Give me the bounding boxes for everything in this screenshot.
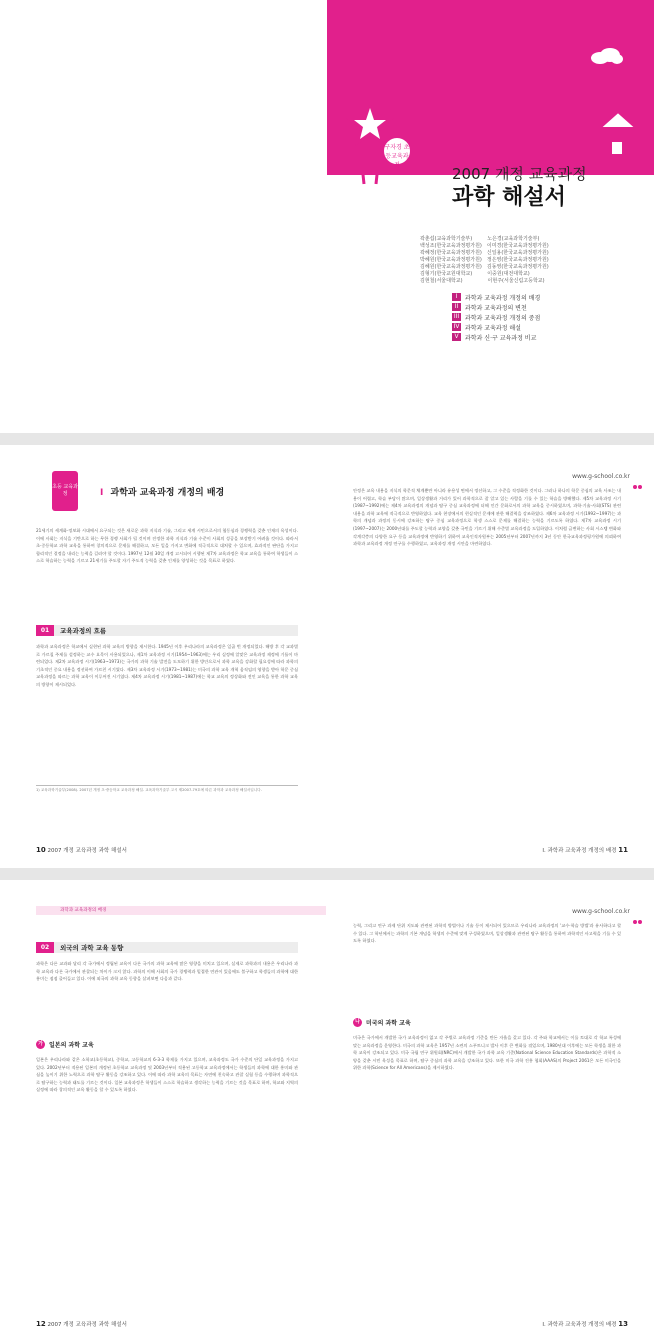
page-label: I. 과학과 교육과정 개정의 배경	[542, 1322, 617, 1328]
section-heading	[36, 625, 298, 636]
section-number: 01	[36, 625, 54, 636]
table-of-contents	[452, 292, 540, 342]
page-footer	[542, 846, 628, 854]
toc-label: 과학과 교육과정 해설	[465, 324, 521, 332]
author-list	[420, 236, 630, 285]
page-footer	[36, 1320, 127, 1328]
toc-label: 과학과 교육과정의 변천	[465, 304, 527, 312]
toc-label: 과학과 신·구 교육과정 비교	[465, 334, 537, 342]
page-number: 11	[618, 846, 628, 854]
cover-page	[0, 0, 654, 433]
toc-item[interactable]	[452, 302, 540, 312]
page-13	[327, 880, 654, 1342]
subsection-heading	[353, 1018, 411, 1027]
running-header-band: 과학과 교육과정의 배경	[36, 906, 326, 915]
page-footer	[542, 1320, 628, 1328]
toc-item[interactable]	[452, 292, 540, 302]
site-url[interactable]: www.g-school.co.kr	[572, 908, 630, 915]
dots-decoration-icon	[632, 474, 646, 479]
page-label: 2007 개정 교육과정 과학 해설서	[47, 1322, 127, 1328]
page-separator	[0, 433, 654, 445]
cover-subtitle: 2007 개정 교육과정	[452, 165, 587, 183]
author-line: 김현철(서울대학교) 이현주(서울신림고등학교)	[420, 278, 545, 284]
section-title: 교육과정의 흐름	[60, 627, 107, 635]
subsection-body: 미국은 국가에서 개발한 국가 교육과정이 없고 각 주별로 교육과정 기준을 만든 자율을 갖고 있다. 각 주와 학교에서는 이를 토대로 각 학교 특성에 맞는 교육과정을 운영한다. 미국의 과학 교육은 1957년 소련의 스푸트니크 발사 이후 큰 변화를 겪었으며, 1980년대 이후에는 모든 학생을 위한 과학 교육이 강조되고 있다. 미국 국립 연구 위원회(NRC)에서 개발한 국가 과학 교육 기준(National Science Education Standards)은 과학적 소양을 갖춘 시민 육성을 목표로 하며, 탐구 중심의 과학 교육을 강조하고 있다. 또한 미국 과학 진흥 협회(AAAS)의 Project 2061은 모든 미국인을 위한 과학(Science for All Americans)을 제시하였다.	[353, 1035, 621, 1071]
cloud-decoration-icon	[590, 46, 624, 66]
house-decoration-icon	[598, 108, 638, 168]
subsection-title: 미국의 과학 교육	[366, 1020, 411, 1027]
page-number: 12	[36, 1320, 46, 1328]
section-number: 02	[36, 942, 54, 953]
author-line: 곽혜정(한국교육과정평가원) 신일용(한국교육과정평가원)	[420, 250, 549, 256]
page-label: 2007 개정 교육과정 과학 해설서	[47, 848, 127, 854]
page-11	[327, 445, 654, 868]
chapter-heading	[100, 485, 224, 498]
author-line: 박혜원(한국교육과정평가원) 정은영(한국교육과정평가원)	[420, 257, 549, 263]
page-12	[0, 880, 327, 1342]
page-body: 능력, 그리고 연구 과제 단위 지도와 관련된 과학적 방법이나 기술 등이 제시되어 있으므로 우리나라 교육과정의 '교수·학습 방법'과 유사하다고 할 수 있다. 그 학년에서는 과학의 기본 개념을 학생의 수준에 맞게 구성하였으며, 일상생활과 관련된 탐구 활동을 통하여 과학적인 사고력을 기를 수 있도록 하였다.	[353, 923, 621, 944]
subsection-title: 일본의 과학 교육	[49, 1042, 94, 1049]
toc-label: 과학과 교육과정 개정의 배경	[465, 294, 541, 302]
section-title: 외국의 과학 교육 동향	[60, 944, 124, 952]
author-line: 김형기(한국교원대학교) 이중원(대전대학교)	[420, 271, 530, 277]
page-separator	[0, 868, 654, 880]
spread-pages-10-11	[0, 445, 654, 868]
toc-number: II	[452, 303, 461, 311]
site-url[interactable]: www.g-school.co.kr	[572, 473, 630, 480]
subsection-body: 일본은 우리나라와 같은 소학교(초등학교), 중학교, 고등학교의 6-3-3 학제를 가지고 있으며, 교육과정도 국가 수준의 단일 교육과정을 가지고 있다. 2002년부터 적용된 일본의 개정된 초등학교 교육과정 및 2003년부터 적용된 고등학교 교육과정에서는 학생들의 과학에 대한 흥미와 관심을 높이기 위한 노력으로 과학 탐구 활동을 강조하고 있다. 이에 따라 과학 교육의 목표는 자연에 친숙하고 관찰 실험 등을 수행하며 과학적으로 탐구하는 능력과 태도를 기르는 것이다. 일본 교육과정은 학생들이 스스로 학습하고 생각하는 능력을 기르는 것을 목표로 하며, 학교와 지역의 실정에 따라 창의적인 교육 활동을 할 수 있도록 하였다.	[36, 1057, 298, 1093]
section-body: 과학은 다른 교과와 달리 각 국가에서 정립된 교육이 다른 국가의 과학 교육에 많은 영향을 미치고 있으며, 실제로 과학과의 내용은 우리나라 과학 교육과 다른 국가에서 관찰되는 차이가 크지 않다. 과학의 이해 사회의 국가 경쟁력과 밀접한 연관이 있음에도 불구하고 학생들의 과학에 대한 흥미는 점점 줄어들고 있다. 이에 외국의 과학 교육 동향을 살펴보면 다음과 같다.	[36, 961, 298, 982]
cover-badge: 구자경 초등교육과정	[382, 136, 412, 166]
page-footer	[36, 846, 127, 854]
spread-pages-12-13	[0, 880, 654, 1342]
footnote: 1) 교육과학기술부(2008). 2007년 개정 초·중등학교 교육과정 해설. 교육과학기술부 고시 제2007-79호에 따른 과학과 교육과정 해설서입니다.	[36, 785, 298, 825]
author-line: 김혜원(한국교육과정평가원) 김동영(한국교육과정평가원)	[420, 264, 549, 270]
subsection-badge: 가	[36, 1040, 45, 1049]
dots-decoration-icon	[632, 909, 646, 914]
author-line: 곽춘섭(교육과학기술부) 노은경(교육과학기술부)	[420, 236, 540, 242]
section-body: 과학과 교육과정은 학교에서 실현된 과학 교육의 방향을 제시한다. 1945년 이후 우리나라의 교육과정은 일곱 번 개정되었다. 해방 후 각 교과별로 가르칠 주제를 설정하는 교수 요목이 사용되었으나, 제1차 교육과정 시기(1954~1963)에는 우리 실정에 알맞은 교육과정 제정에 기틀이 마련되었다. 제2차 교육과정 시기(1963~1973)는 국가의 과학 기술 발전을 도모하기 위한 방안으로서 과학 교육을 강화할 필요성에 따라 과학의 기초적인 중요 내용을 정선하여 가르친 시기였다. 제3차 교육과정 시기(1973~1981)는 미국의 과학 교육 개혁 움직임의 영향을 받아 학문 중심 교육과정을 따르는 과학 교육이 이루어진 시기였다. 제4차 교육과정 시기(1981~1987)에는 학교 교육의 정상화와 전인 교육을 통한 과학 교육의 방향이 제시되었다.	[36, 644, 298, 687]
section-heading	[36, 942, 298, 953]
page-10	[0, 445, 327, 868]
toc-number: V	[452, 333, 461, 341]
page-number: 10	[36, 846, 46, 854]
subsection-badge: 나	[353, 1018, 362, 1027]
toc-item[interactable]	[452, 322, 540, 332]
cover-title: 과학 해설서	[452, 185, 566, 210]
toc-number: I	[452, 293, 461, 301]
intro-text: 21세기의 세계화·정보화 시대에서 요구되는 것은 새로운 과학 지식과 기술, 그리고 세계 시민으로서의 협동심과 경쟁력을 갖춘 인재의 육성이다. 이에 사회는 지식을 기반으로 하는 무한 경쟁 사회가 될 것이며 진정한 과학 지식과 기술 수준이 사회의 성공을 보장받기 어려울 것이다. 따라서 초·중등학교 과학 교육을 통하여 창의적으로 문제를 해결하고, 모든 일을 가지고 변화에 적극적으로 대처할 수 있으며, 효과적인 판단을 가지고 합리적인 결정을 내리는 능력을 길러야 할 것이다. 1997년 12월 30일 개정 고시되어 시행된 제7차 교육과정은 학교 교육을 통하여 학생들이 스스로 학습하는 능력을 기르고 21세기를 주도할 자기 주도적 능력을 갖춘 인재를 양성하는 것을 목표로 하였다.	[36, 528, 298, 564]
page-number: 13	[618, 1320, 628, 1328]
author-line: 백성조(한국교육과정평가원) 이미경(한국교육과정평가원)	[420, 243, 549, 249]
subsection-heading	[36, 1040, 94, 1049]
chapter-icon: 초등 교육과정	[52, 471, 78, 511]
toc-number: III	[453, 313, 460, 320]
page-body: 안정은 교육 내용을 지식의 학문적 체계뿐만 아니라 유용성 면에서 정선하고, 그 수준을 적정화한 것이다. 그러나 하나의 학문 중심의 교육 사조는 내용이 어렵고, 학습 부담이 많으며, 일상생활과 거리가 있어 과학적으로 잘 알고 있는 사람을 기를 수 있는 학습을 방해했다. 제5차 교육과정 시기(1987~1992)에는 제4차 교육과정의 개념과 탐구 중심 교육과정에 더해 인간 문화로서의 과학 교육을 중시하였으며, 과학·기술·사회(STS) 관련 내용을 과학 교육에 적극적으로 반영하였다. 교육 현장에서의 현실적인 문제에 관한 해결력을 강조하였다. 제6차 교육과정 시기(1992~1997)는 과학의 개념과 과정의 동시에 강조하는 탐구 중심 교육과정으로 학생 스스로 문제를 해결하는 능력을 기르도록 하였다. 제7차 교육과정 시기(1997~2007)는 2000년대를 주도할 능력과 교양을 갖춘 국민을 기르기 위해 수준별 교육과정을 도입하였다. 이처럼 급변하는 사회 시스템 변화와 각계각층의 다양한 요구 등을 교육과정에 반영하기 위하여 교육인적자원부는 2005년부터 2007년까지 3년 동안 한국교육과정평가원에 의뢰하여 과학과 교육과정 개정 연구를 수행하였고, 교육과정 개정 시안을 마련하였다.	[353, 488, 621, 547]
toc-item[interactable]	[452, 312, 540, 322]
toc-label: 과학과 교육과정 개정의 중점	[465, 314, 541, 322]
chapter-number: I	[100, 488, 104, 498]
chapter-title: 과학과 교육과정 개정의 배경	[110, 488, 225, 498]
toc-item[interactable]	[452, 332, 540, 342]
toc-number: IV	[453, 323, 460, 330]
page-label: I. 과학과 교육과정 개정의 배경	[542, 848, 617, 854]
